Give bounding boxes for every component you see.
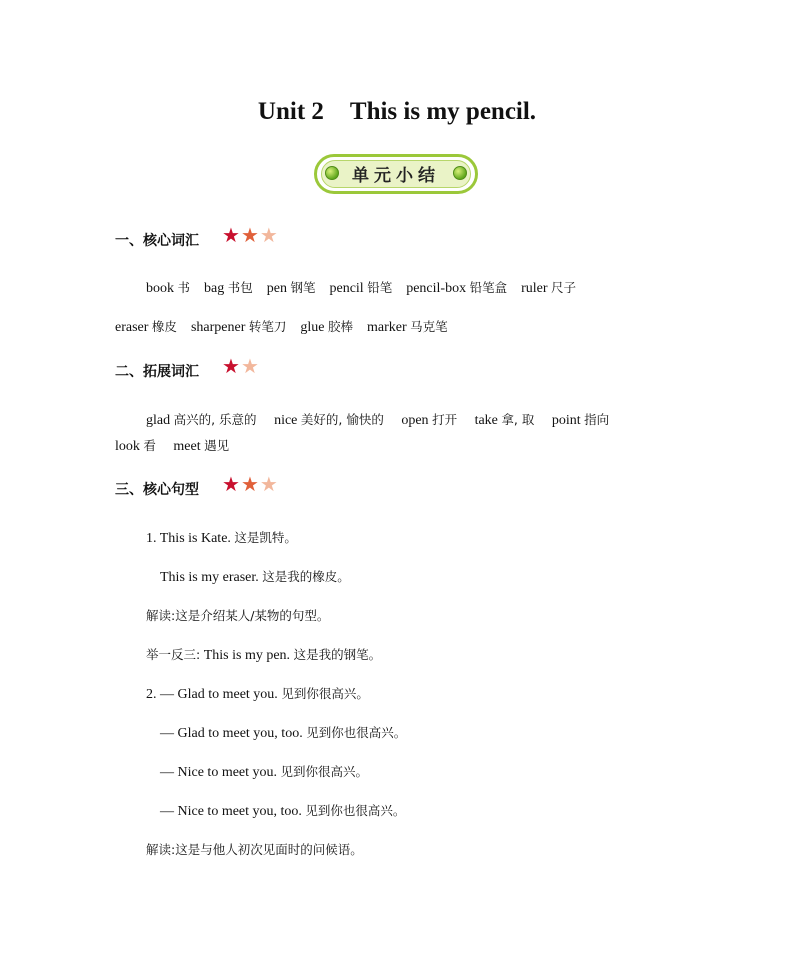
star-rating-icon: ★★: [222, 356, 260, 378]
section-heading-core-words: 一、核心词汇: [115, 233, 199, 249]
sentence-1-b: This is my eraser. 这是我的橡皮。: [160, 569, 350, 585]
section-heading-extended-words: 二、拓展词汇: [115, 364, 199, 380]
extended-words-line-1: glad 高兴的, 乐意的 nice 美好的, 愉快的 open 打开 take 拿, 取 point 指向: [146, 412, 610, 428]
star-rating-icon: ★★★: [222, 474, 279, 496]
section-heading-core-sentences: 三、核心句型: [115, 482, 199, 498]
unit-title: This is my pencil.: [349, 98, 537, 125]
sentence-2-explanation: 解读:这是与他人初次见面时的问候语。: [146, 842, 363, 857]
sentence-1-example: 举一反三: This is my pen. 这是我的钢笔。: [146, 647, 382, 663]
core-words-line-1: book 书 bag 书包 pen 钢笔 pencil 铅笔 pencil-box 铅笔盒 ruler 尺子: [146, 280, 577, 296]
unit-label: Unit 2: [257, 98, 324, 125]
dialogue-line-4: — Nice to meet you, too. 见到你也很高兴。: [160, 803, 406, 819]
dialogue-line-2: — Glad to meet you, too. 见到你也很高兴。: [160, 725, 407, 741]
page-title: [0, 98, 794, 126]
summary-badge: [314, 154, 478, 194]
star-rating-icon: ★★★: [222, 225, 279, 247]
sentence-1-explanation: 解读:这是介绍某人/某物的句型。: [146, 608, 330, 623]
core-words-line-2: eraser 橡皮 sharpener 转笔刀 glue 胶棒 marker 马克笔: [115, 319, 448, 335]
badge-label: 单元小结: [352, 166, 440, 186]
sentence-1: 1. This is Kate. 这是凯特。: [146, 530, 297, 546]
dialogue-line-1: 2. — Glad to meet you. 见到你很高兴。: [146, 686, 369, 702]
dialogue-line-3: — Nice to meet you. 见到你很高兴。: [160, 764, 369, 780]
extended-words-line-2: look 看 meet 遇见: [115, 438, 230, 454]
